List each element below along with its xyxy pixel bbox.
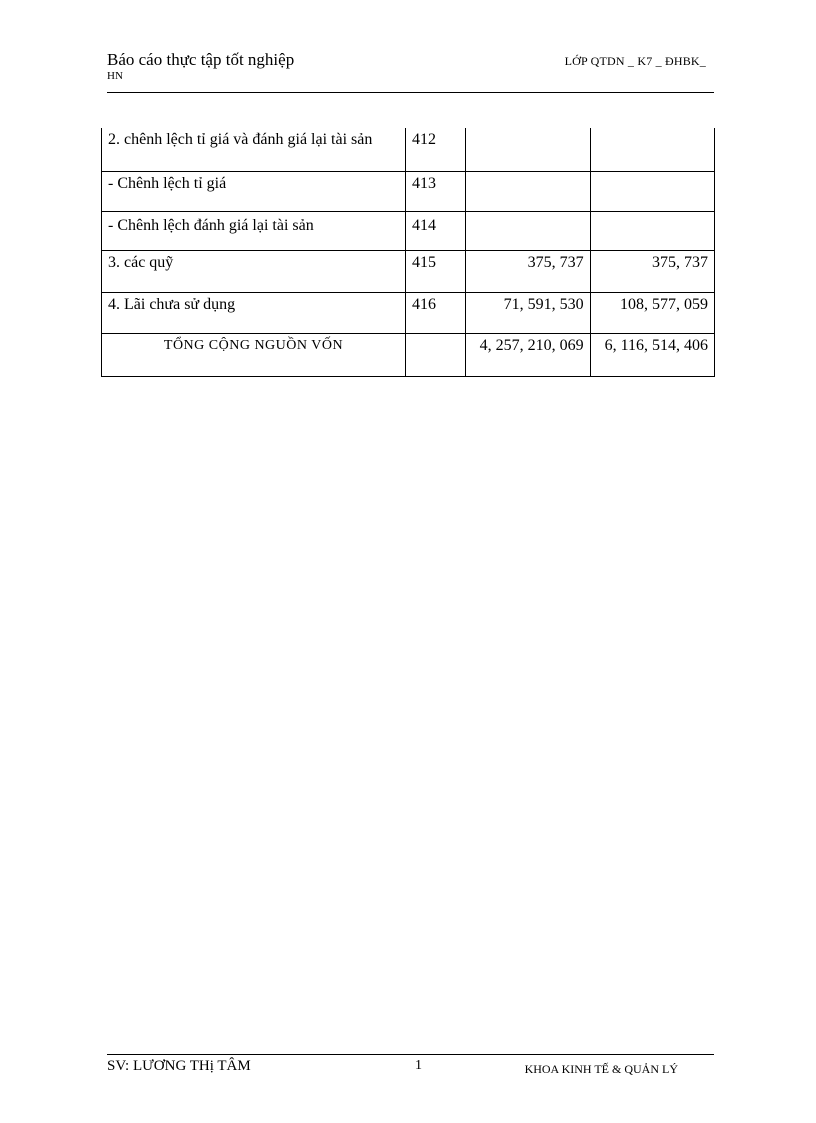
table-row-total — [102, 333, 715, 376]
row-value-start — [466, 128, 590, 171]
row-code: 415 — [405, 250, 465, 292]
class-label: LỚP QTDN _ K7 _ ĐHBK_ — [564, 54, 706, 68]
row-value-end — [590, 128, 714, 171]
total-value-end: 6, 116, 514, 406 — [590, 333, 714, 376]
row-value-end — [590, 211, 714, 250]
row-value-start: 375, 737 — [466, 250, 590, 292]
row-item: 4. Lãi chưa sử dụng — [102, 292, 406, 333]
table-row — [102, 250, 715, 292]
table-row — [102, 211, 715, 250]
total-label: TỔNG CỘNG NGUỒN VỐN — [102, 333, 406, 376]
row-value-start — [466, 211, 590, 250]
row-code: 414 — [405, 211, 465, 250]
student-name: SV: LƯƠNG THị TÂM — [107, 1058, 251, 1074]
row-value-end — [590, 171, 714, 211]
row-code: 413 — [405, 171, 465, 211]
balance-sheet-table — [101, 128, 715, 377]
row-value-end: 375, 737 — [590, 250, 714, 292]
page-number: 1 — [415, 1058, 422, 1073]
row-item: 3. các quỹ — [102, 250, 406, 292]
row-code: 416 — [405, 292, 465, 333]
row-code: 412 — [405, 128, 465, 171]
row-item: 2. chênh lệch tỉ giá và đánh giá lại tài sản — [102, 128, 406, 171]
header-continuation: HN — [107, 70, 123, 82]
row-code — [405, 333, 465, 376]
total-value-start: 4, 257, 210, 069 — [466, 333, 590, 376]
page-footer — [107, 1054, 714, 1081]
row-item: - Chênh lệch tỉ giá — [102, 171, 406, 211]
department-label: KHOA KINH TẾ & QUẢN LÝ — [524, 1062, 678, 1076]
row-value-end: 108, 577, 059 — [590, 292, 714, 333]
report-title: Báo cáo thực tập tốt nghiệp — [107, 50, 295, 69]
table-row — [102, 128, 715, 171]
page-header — [107, 50, 714, 93]
row-value-start: 71, 591, 530 — [466, 292, 590, 333]
table-row — [102, 292, 715, 333]
row-item: - Chênh lệch đánh giá lại tài sản — [102, 211, 406, 250]
table-row — [102, 171, 715, 211]
row-value-start — [466, 171, 590, 211]
